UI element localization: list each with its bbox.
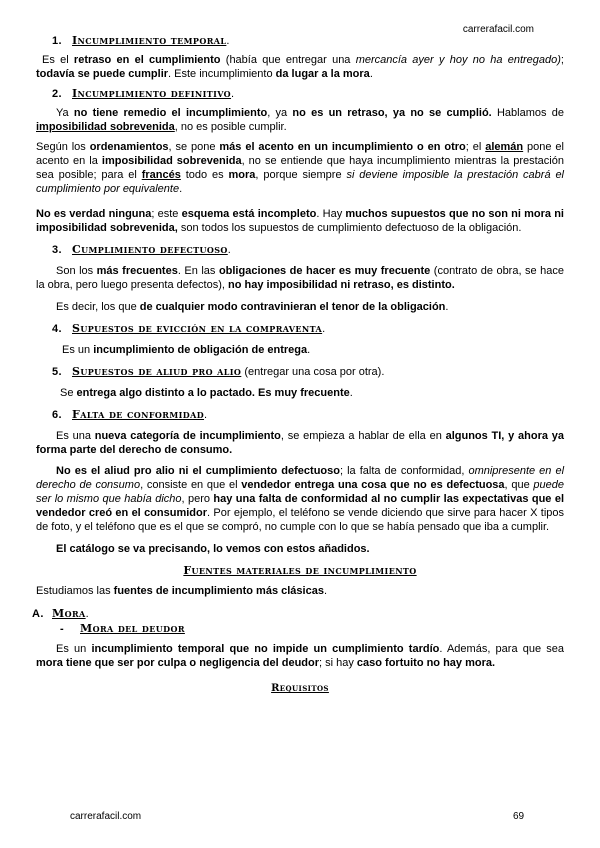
heading-tail: . (85, 608, 89, 620)
text: Se (60, 387, 77, 399)
text-italic: omnipresente en el derecho de consumo (36, 465, 565, 491)
subheading-mora-del-deudor (60, 622, 564, 636)
paragraph-s2-3 (36, 207, 564, 235)
text: . (349, 387, 353, 399)
text: . (307, 344, 311, 356)
heading-falta-de-conformidad (52, 408, 564, 422)
text: , se empieza a hablar de ella en (280, 430, 446, 442)
paragraph-s3-1 (36, 264, 564, 292)
text: Es decir, los que (56, 301, 140, 313)
footer-site: carrerafacil.com (70, 811, 142, 822)
text-italic: si deviene imposible la prestación cabrá el cumplimiento por equivalente (36, 169, 565, 195)
paragraph-s1 (36, 53, 564, 81)
heading-tail: (entregar una cosa por otra). (241, 366, 385, 378)
text: Según los (36, 141, 90, 153)
heading-title: Supuestos de aliud pro alio (72, 365, 242, 378)
text: , se pone (168, 141, 220, 153)
paragraph-s4 (36, 343, 564, 357)
heading-requisitos (36, 682, 564, 696)
text-bold: retraso en el cumplimiento (73, 54, 221, 66)
heading-number: 2. (52, 88, 62, 100)
paragraph-mora (36, 642, 564, 670)
text: . Por ejemplo, el teléfono se vende diciendo que sirve para hacer X tipos de foto, y el teléfono que es el que se compró, no cumple con lo que se había pensado que iba a cumplir. (36, 507, 565, 533)
text-bold: incumplimiento temporal que no impide un cumplimiento tardío (91, 643, 440, 655)
heading-incumplimiento-temporal (52, 34, 564, 48)
text-bold: obligaciones de hacer es muy frecuente (218, 265, 431, 277)
heading-title: Falta de conformidad (72, 408, 205, 421)
text-bold: caso fortuito no hay mora. (356, 657, 496, 669)
text-bold: entrega algo distinto a lo pactado. Es muy frecuente (76, 387, 350, 399)
text: Es una (56, 430, 95, 442)
heading-number: 1. (52, 35, 62, 47)
text: ; este (151, 208, 182, 220)
heading-incumplimiento-definitivo (52, 87, 564, 101)
header-site: carrerafacil.com (462, 24, 534, 35)
text-bold: hay una falta de conformidad al no cumplir las expectativas que el vendedor creó en el consumidor (36, 493, 565, 519)
heading-aliud-pro-alio (52, 365, 564, 379)
text: ; (560, 54, 564, 66)
paragraph-s2-1 (36, 106, 564, 134)
text-bold: No es verdad ninguna (36, 208, 152, 220)
text-bold: más frecuentes (96, 265, 178, 277)
text: Son los (56, 265, 97, 277)
heading-title: Requisitos (271, 683, 329, 694)
text-bold-underline: alemán (485, 141, 524, 153)
text: todo es (180, 169, 229, 181)
heading-tail: . (322, 323, 326, 335)
text: (contrato de obra, se hace la obra, pero luego presenta defectos), (36, 265, 565, 291)
heading-tail: . (227, 244, 231, 256)
text-bold: algunos TI, y ahora ya forma parte del derecho de consumo. (36, 430, 564, 456)
heading-tail: . (231, 88, 235, 100)
text-bold: muchos supuestos que no son ni mora ni imposibilidad sobrevenida, (36, 208, 564, 234)
text: ; la falta de conformidad, (339, 465, 469, 477)
paragraph-s6-3 (36, 542, 564, 556)
subheading-bullet: - (60, 623, 65, 635)
text-bold: esquema está incompleto (181, 208, 317, 220)
text-bold: todavía se puede cumplir (36, 68, 169, 80)
heading-letter: A. (32, 608, 44, 620)
heading-number: 3. (52, 244, 62, 256)
heading-number: 4. (52, 323, 62, 335)
paragraph-s6-1 (36, 429, 564, 457)
text: , ya (267, 107, 293, 119)
text-bold: vendedor entrega una cosa que no es defectuosa (241, 479, 505, 491)
text-bold: No es el aliud pro alio ni el cumplimiento defectuoso (56, 465, 340, 477)
text: . (179, 183, 183, 195)
text: , que (504, 479, 534, 491)
paragraph-s2-2 (36, 140, 564, 196)
heading-title: Incumplimiento temporal (72, 34, 227, 47)
heading-title: Cumplimiento defectuoso (72, 243, 228, 256)
heading-eviccion (52, 322, 564, 336)
text: . Además, para que sea (439, 643, 565, 655)
text: , no se entiende que haya incumplimiento mientras la prestación sea posible; para el (36, 155, 564, 181)
text: Hablamos de (491, 107, 564, 119)
text: (había que entregar una (220, 54, 356, 66)
text: . (323, 585, 328, 597)
text: Estudiamos las (36, 585, 114, 597)
text-italic: mercancía ayer y hoy no ha entregado) (355, 54, 561, 66)
heading-mora (32, 607, 564, 621)
text-bold-underline: imposibilidad sobrevenida (36, 121, 175, 133)
heading-title: Fuentes materiales de incumplimiento (183, 564, 417, 577)
text-bold: no es un retraso, ya no se cumplió. (292, 107, 492, 119)
text-bold: fuentes de incumplimiento más clásicas (113, 585, 324, 597)
text-bold: más el acento en un incumplimiento o en otro (219, 141, 466, 153)
text: . (369, 68, 373, 80)
heading-tail: . (226, 35, 230, 47)
heading-title: Mora (52, 607, 86, 620)
text: ; si hay (319, 657, 357, 669)
text: Es un (56, 643, 92, 655)
text: . (445, 301, 449, 313)
text: , no es posible cumplir. (174, 121, 287, 133)
heading-number: 6. (52, 409, 62, 421)
paragraph-s5 (36, 386, 564, 400)
heading-number: 5. (52, 366, 62, 378)
heading-title: Supuestos de evicción en la compraventa (72, 322, 323, 335)
text: . Este incumplimiento (168, 68, 276, 80)
text: Es el (42, 54, 74, 66)
text: pone el acento en la (36, 141, 564, 167)
text: Ya (56, 107, 74, 119)
text: . Hay (316, 208, 346, 220)
text-bold: da lugar a la mora (275, 68, 370, 80)
text: ; el (465, 141, 486, 153)
text-bold: mora tiene que ser por culpa o negligencia del deudor (36, 657, 320, 669)
text-bold: ordenamientos (89, 141, 169, 153)
subheading-title: Mora del deudor (80, 622, 185, 635)
text-bold: de cualquier modo contravinieran el tenor de la obligación (139, 301, 446, 313)
text: , consiste en que el (140, 479, 242, 491)
text: . En las (177, 265, 219, 277)
text: Es un (62, 344, 94, 356)
text-bold: imposibilidad sobrevenida (101, 155, 242, 167)
text-bold: El catálogo se va precisando, lo vemos con estos añadidos. (56, 543, 370, 555)
paragraph-fuentes (36, 584, 564, 598)
text-bold: nueva categoría de incumplimiento (94, 430, 281, 442)
heading-fuentes-materiales (36, 564, 564, 578)
text-italic: puede ser lo mismo que había dicho (36, 479, 565, 505)
heading-cumplimiento-defectuoso (52, 243, 564, 257)
text-bold: mora (228, 169, 256, 181)
footer-page-number: 69 (513, 811, 525, 822)
paragraph-s3-2 (36, 300, 564, 314)
paragraph-s6-2 (36, 464, 564, 534)
text: son todos los supuestos de cumplimiento defectuoso de la obligación. (177, 222, 522, 234)
content (32, 34, 565, 696)
heading-tail: . (204, 409, 208, 421)
text-bold: no tiene remedio el incumplimiento (73, 107, 268, 119)
text-bold: incumplimiento de obligación de entrega (93, 344, 308, 356)
text-bold: no hay imposibilidad ni retraso, es distinto. (228, 279, 455, 291)
heading-title: Incumplimiento definitivo (72, 87, 232, 100)
text: , porque siempre (255, 169, 347, 181)
text: , pero (181, 493, 214, 505)
text-bold-underline: francés (141, 169, 181, 181)
